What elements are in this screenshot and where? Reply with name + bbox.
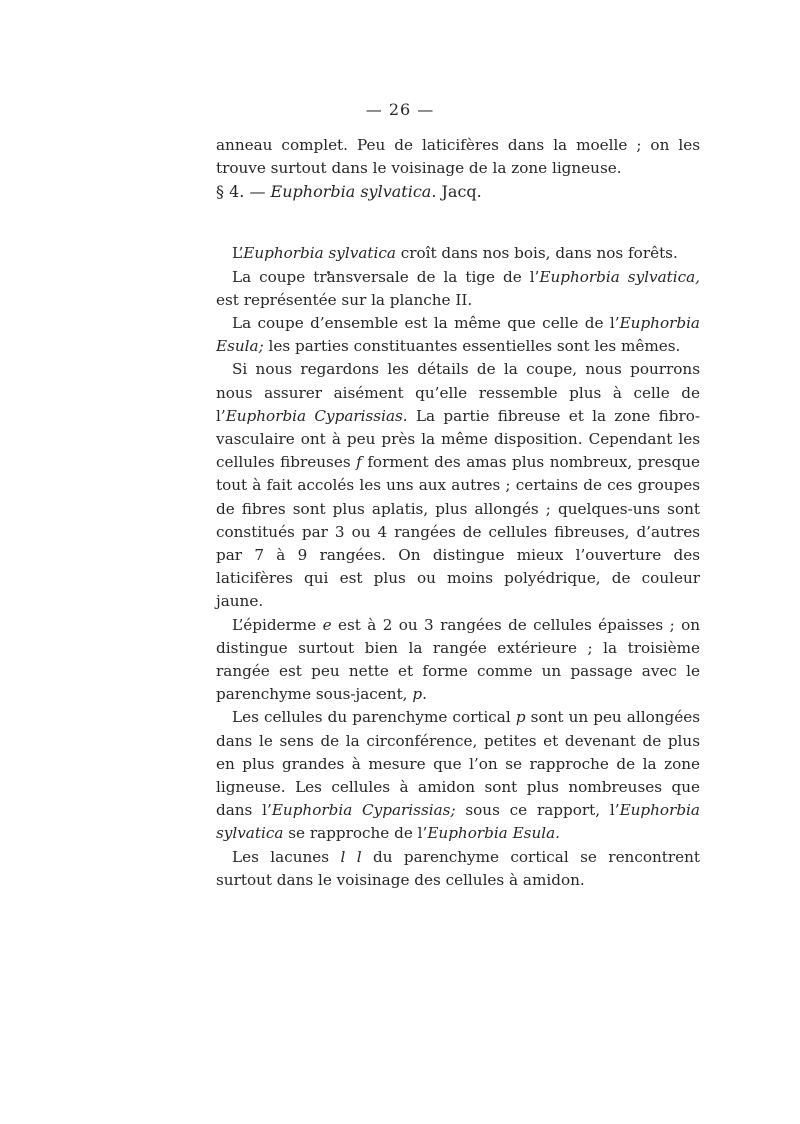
species-name: Euphorbia sylvatica. (270, 182, 437, 202)
text-run: du parenchyme cortical se rencontrent surtout dans le voisinage des cellules à amidon. (216, 847, 700, 889)
text-run: L’ (232, 244, 244, 263)
text-run: forment des amas plus nombreux, presque tout à fait accolés les uns aux autres ; certains de ces groupes de fibres sont plus aplatis, plus allongés ; quelques-uns sont constitués par 3 ou 4 rangées de cellules fibreuses, d’autres par 7 à 9 rangées. On distingue mieux l’ouverture des laticifères qui est plus ou moins polyédrique, de couleur jaune. (216, 453, 700, 611)
text-run: est représentée sur la planche II. (216, 290, 473, 309)
species-author: Jacq. (436, 182, 482, 202)
paragraph (216, 846, 700, 892)
text-run: Les lacunes (232, 847, 341, 866)
figure-letter: f (356, 453, 362, 472)
body-text (216, 134, 700, 892)
species-name: Euphorbia Esula. (427, 824, 560, 843)
text-run: La partie fibreuse et la zone fibro-vasculaire ont à peu près la même disposition. Cependant les cellules fibreuses (216, 406, 701, 472)
text-run: Si nous regardons les détails de la coupe, nous pourrons nous assurer aisément qu’elle ressemble plus à celle de l’ (216, 360, 700, 425)
text-run: sous ce rapport, l’ (455, 801, 620, 820)
text-run: sont un peu allongées dans le sens de la circonférence, petites et devenant de plus en plus grandes à mesure que l’on se rapproche de la zone ligneuse. Les cellules à amidon sont plus nombreuses que dans l’ (216, 708, 700, 820)
paragraph (216, 242, 700, 265)
figure-letter: p (515, 708, 526, 727)
species-name: Euphorbia sylvatica (216, 801, 700, 843)
figure-letter: p (412, 685, 423, 704)
text-run: La coupe d’ensemble est la même que celle de l’ (232, 314, 620, 333)
text-run: se rapproche de l’ (283, 824, 428, 843)
text-run: est à 2 ou 3 rangées de cellules épaisses ; on distingue surtout bien la rangée extérieure ; la troisième rangée est peu nette et forme comme un passage avec le parenchyme sous-jacent, (216, 615, 700, 704)
species-name: Euphorbia Esula; (216, 314, 700, 356)
paragraph (216, 358, 700, 613)
figure-letter: l l (340, 847, 362, 866)
section-number: § 4. — (216, 182, 271, 202)
species-name: Euphorbia sylvatica, (539, 267, 701, 286)
text-run: Les cellules du parenchyme cortical (232, 708, 516, 727)
paragraph-continued: anneau complet. Peu de laticifères dans la moelle ; on les trouve surtout dans le voisinage de la zone ligneuse. (216, 136, 700, 178)
paragraph (216, 312, 700, 358)
paragraph (216, 614, 700, 707)
page-number: — 26 — (365, 100, 435, 119)
species-name: Euphorbia sylvatica (243, 244, 396, 263)
text-run: croît dans nos bois, dans nos forêts. (395, 244, 678, 263)
figure-letter: e (322, 615, 332, 634)
section-heading (216, 180, 700, 204)
text-run: les parties constituantes essentielles sont les mêmes. (263, 337, 681, 356)
species-name: Euphorbia Cyparissias. (225, 406, 408, 425)
paragraph (216, 706, 700, 845)
paragraph (216, 266, 700, 312)
text-run: L’épiderme (232, 615, 323, 634)
text-run: La coupe transversale de la tige de l’ (232, 267, 540, 286)
text-run: . (422, 685, 427, 704)
species-name: Euphorbia Cyparissias; (271, 801, 456, 820)
